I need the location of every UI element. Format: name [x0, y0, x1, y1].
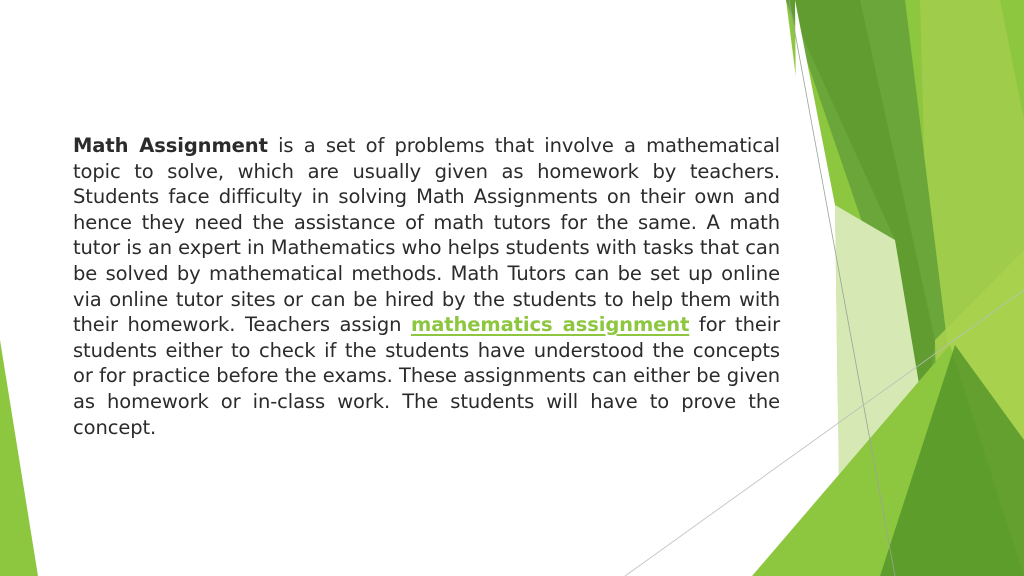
paragraph-text-before-link: is a set of problems that involve a mathematical topic to solve, which are usually given as homework by teachers. Students face difficulty in solving Math Assignments on their own and hence they need the assistance of math tutors for the same. A math tutor is an expert in Mathematics who helps students with tasks that can be solved by mathematical methods. Math Tutors can be set up online via online tutor sites or can be hired by the students to help them with their homework. Teachers assign: [73, 134, 780, 337]
paragraph-text-after-link: for their students either to check if the students have understood the concepts or for practice before the exams. These assignments can either be given as homework or in-class work. The students will have to prove the concept.: [73, 313, 780, 439]
mathematics-assignment-link[interactable]: mathematics assignment: [411, 313, 690, 337]
lead-term: Math Assignment: [73, 134, 268, 157]
body-paragraph: [73, 133, 780, 440]
left-green-sliver: [0, 340, 38, 576]
